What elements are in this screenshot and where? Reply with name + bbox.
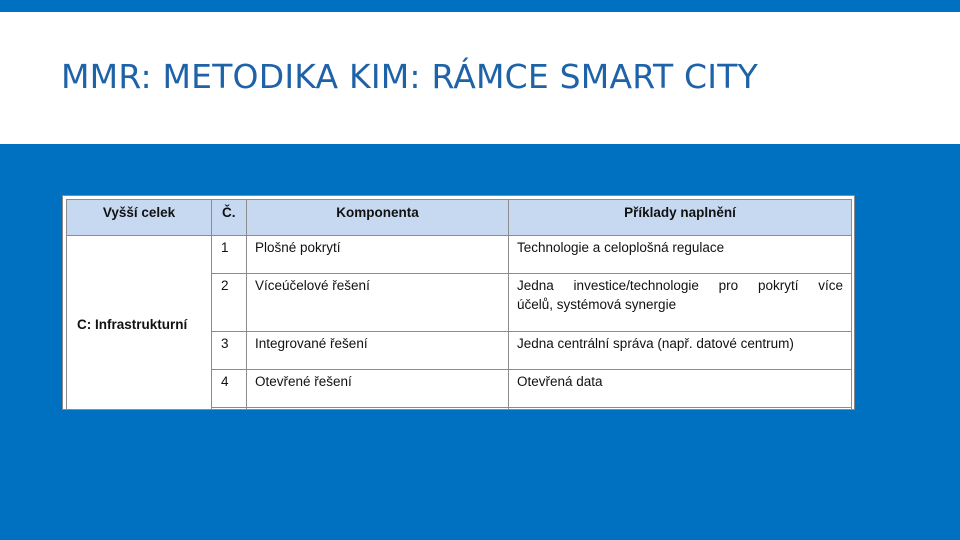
example-line-1: Jedna investice/technologie pro pokrytí více: [517, 278, 843, 293]
table-header-row: [67, 200, 852, 236]
components-table-image: [62, 195, 855, 410]
example-line-2: účelů, systémová synergie: [517, 297, 677, 312]
row-number: 2: [212, 274, 247, 332]
empty-cell: [509, 408, 852, 410]
top-accent-bar: [0, 0, 960, 12]
example-cell: [509, 274, 852, 332]
example-cell: Jedna centrální správa (např. datové centrum): [509, 332, 852, 370]
header-higher-unit: Vyšší celek: [67, 200, 212, 236]
empty-cell: [247, 408, 509, 410]
table-row: [67, 236, 852, 274]
component-cell: Plošné pokrytí: [247, 236, 509, 274]
row-number: 4: [212, 370, 247, 408]
header-number: Č.: [212, 200, 247, 236]
component-cell: Otevřené řešení: [247, 370, 509, 408]
component-cell: Víceúčelové řešení: [247, 274, 509, 332]
header-component: Komponenta: [247, 200, 509, 236]
component-cell: Integrované řešení: [247, 332, 509, 370]
example-cell: Otevřená data: [509, 370, 852, 408]
header-examples: Příklady naplnění: [509, 200, 852, 236]
group-cell: C: Infrastrukturní: [67, 236, 212, 410]
components-table: [66, 199, 852, 410]
row-number: 1: [212, 236, 247, 274]
example-cell: Technologie a celoplošná regulace: [509, 236, 852, 274]
row-number: 3: [212, 332, 247, 370]
empty-cell: [212, 408, 247, 410]
slide-title: MMR: METODIKA KIM: RÁMCE SMART CITY: [61, 57, 758, 96]
